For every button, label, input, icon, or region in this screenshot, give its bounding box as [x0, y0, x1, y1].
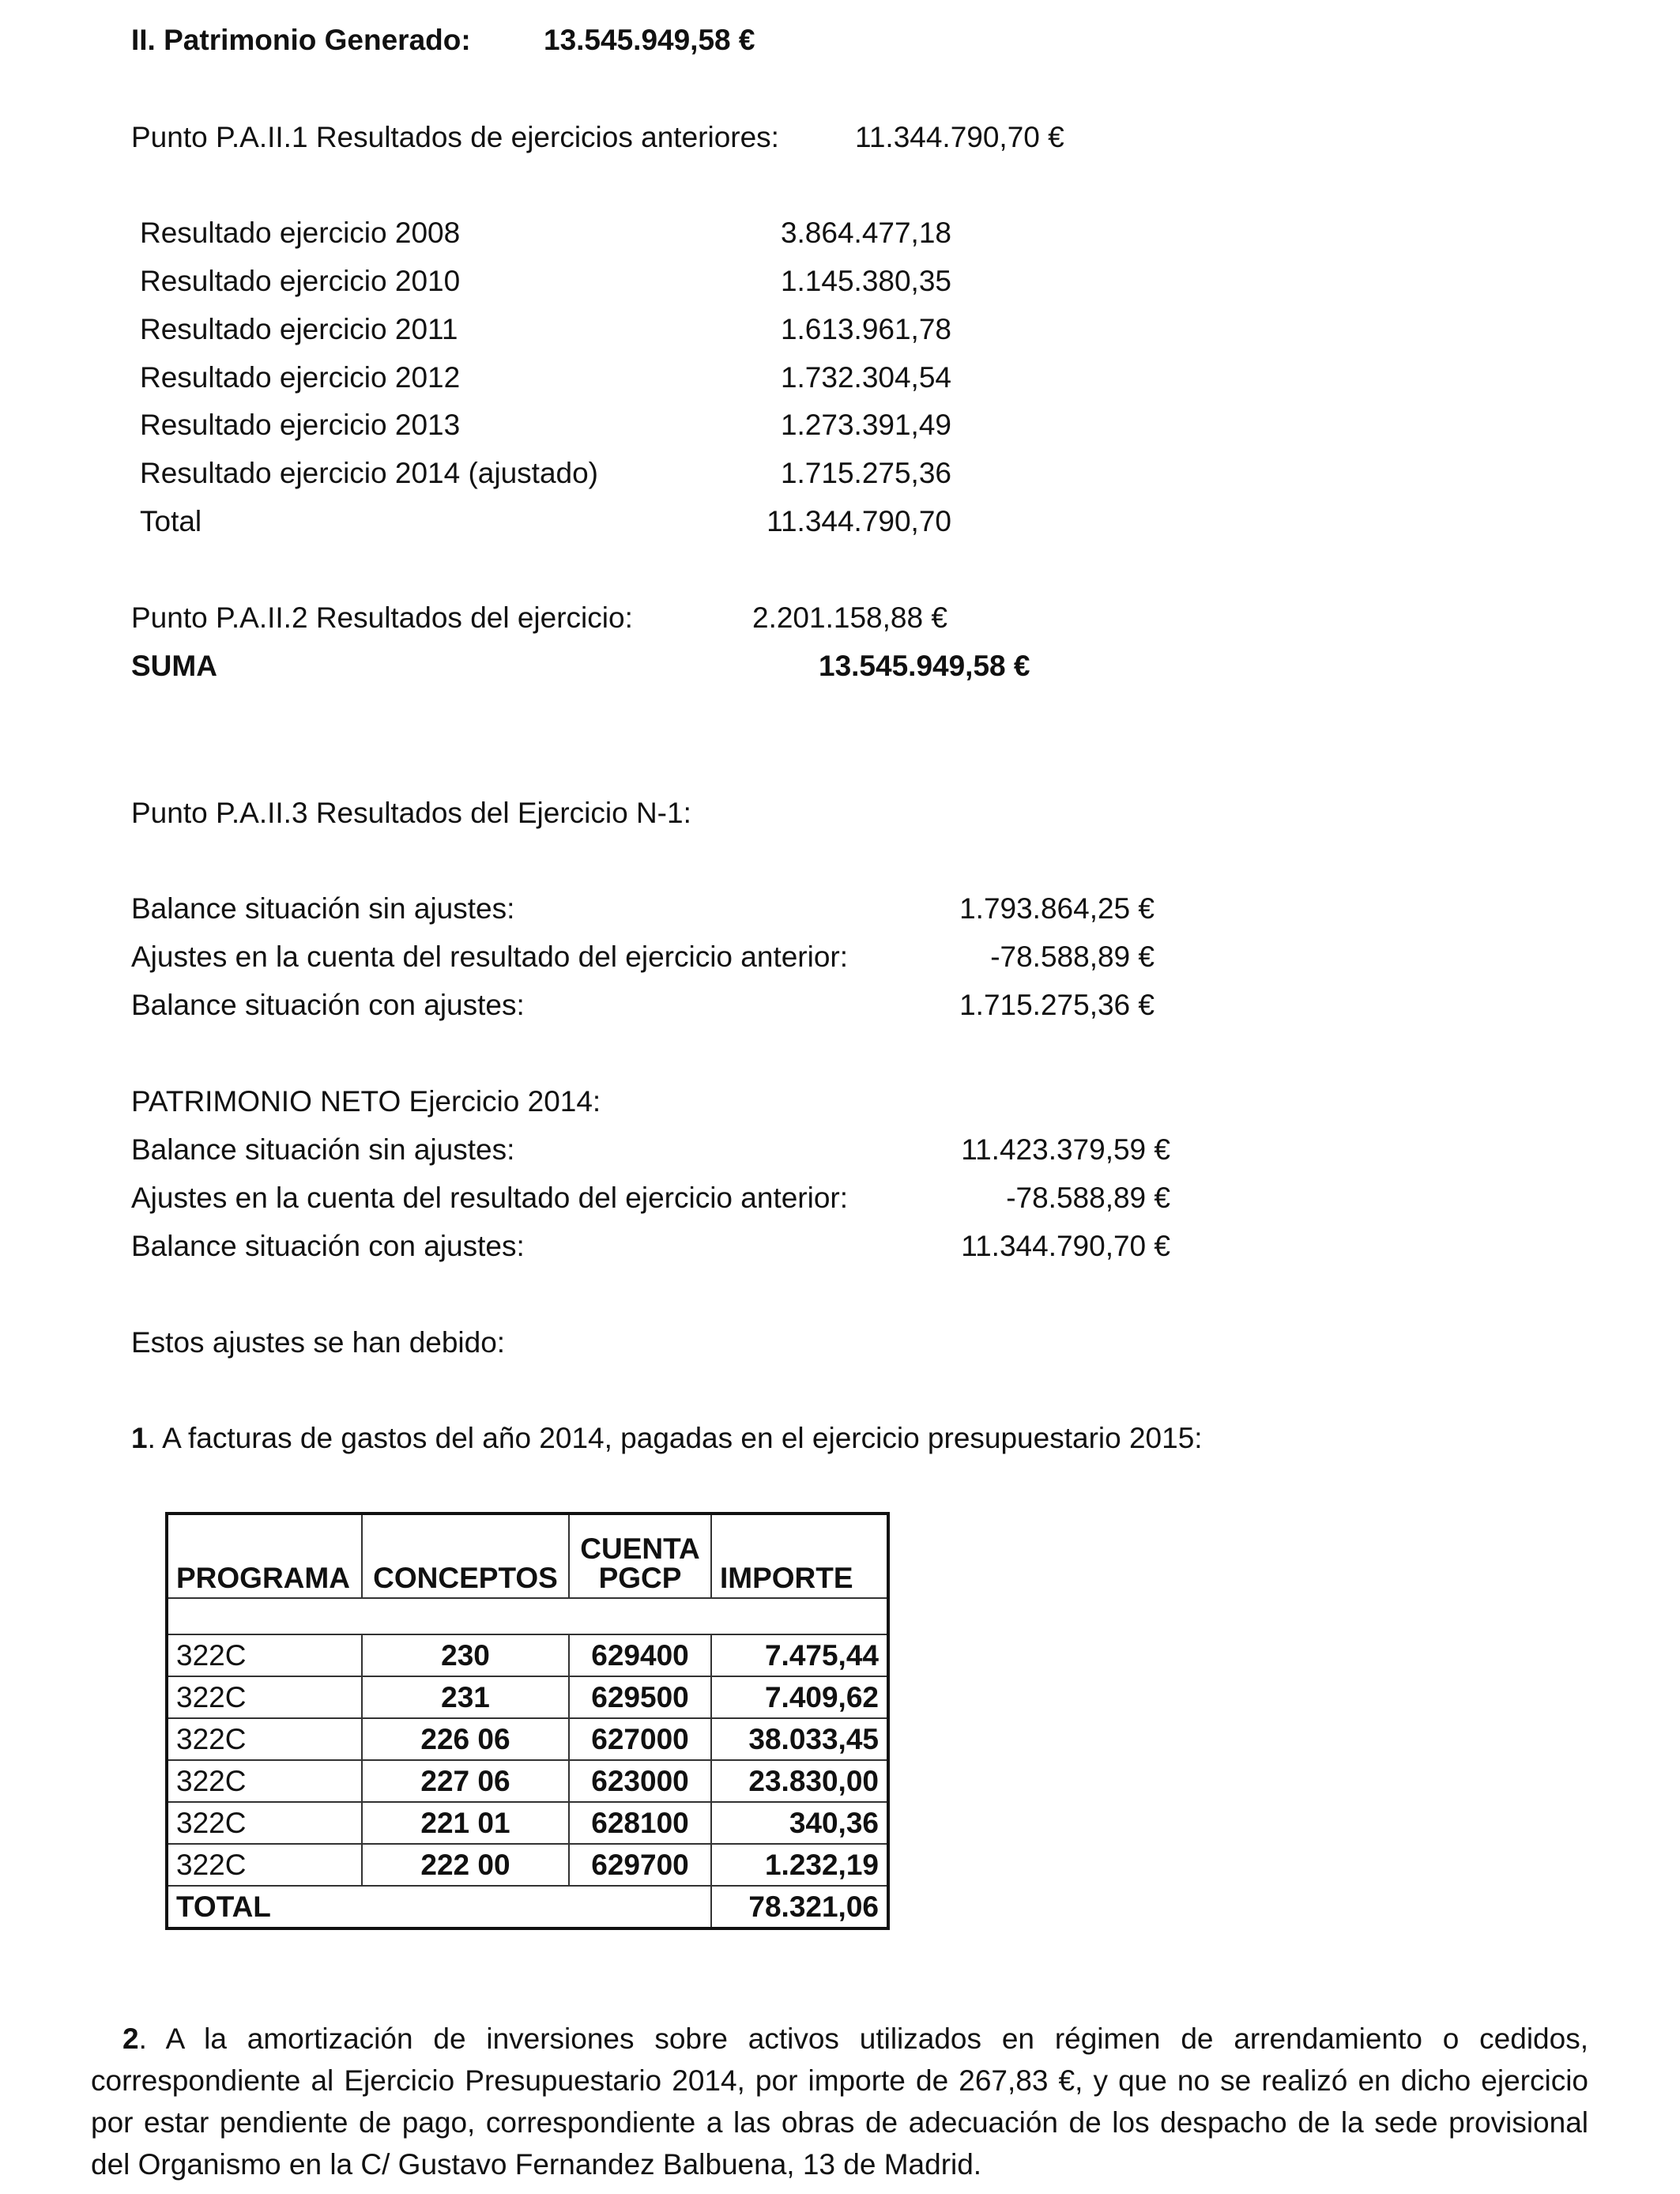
- patrimonio-row-label: Balance situación sin ajustes:: [131, 1133, 515, 1166]
- blank-cell: [167, 1598, 888, 1634]
- result-label: Resultado ejercicio 2012: [140, 361, 461, 394]
- suma-label: SUMA: [131, 650, 217, 682]
- cell-concepto: 231: [362, 1676, 569, 1718]
- item2-body: . A la amortización de inversiones sobre activos utilizados en régimen de arrendamiento o cedidos, correspondiente al Ejercicio Presupuestario 2014, por importe de 267,83 €, y que no se realizó en dicho ejercicio por estar pendiente de pago, correspondiente a las obras de adecuación de los despacho de la sede provisional del Organismo en la C/ Gustavo Fernandez Balbuena, 13 de Madrid.: [91, 2022, 1588, 2181]
- result-value: 1.145.380,35: [780, 265, 951, 297]
- section-title: II. Patrimonio Generado:: [131, 24, 471, 56]
- table-row: [167, 1760, 888, 1802]
- result-label: Resultado ejercicio 2014 (ajustado): [140, 457, 599, 489]
- cell-importe: 1.232,19: [711, 1844, 888, 1886]
- balance-label: Ajustes en la cuenta del resultado del ejercicio anterior:: [131, 941, 849, 973]
- result-total-label: Total: [140, 505, 202, 537]
- punto3-label: Punto P.A.II.3 Resultados del Ejercicio N-1:: [131, 797, 691, 829]
- result-value: 1.613.961,78: [780, 313, 951, 345]
- balance-value: 1.715.275,36 €: [959, 989, 1155, 1021]
- table-blank-row: [167, 1598, 888, 1634]
- cell-cuenta: 627000: [569, 1718, 711, 1760]
- result-total-value: 11.344.790,70: [767, 505, 951, 537]
- balance-value: 1.793.864,25 €: [959, 892, 1155, 925]
- punto1-value: 11.344.790,70 €: [855, 121, 1064, 153]
- balance-label: Balance situación sin ajustes:: [131, 892, 515, 925]
- header-conceptos: CONCEPTOS: [362, 1514, 569, 1598]
- header-importe: IMPORTE: [711, 1514, 888, 1598]
- cell-concepto: 226 06: [362, 1718, 569, 1760]
- header-cuenta: [569, 1514, 711, 1598]
- punto1-label: Punto P.A.II.1 Resultados de ejercicios anteriores:: [131, 121, 779, 153]
- cell-importe: 23.830,00: [711, 1760, 888, 1802]
- cell-concepto: 222 00: [362, 1844, 569, 1886]
- balance-value: -78.588,89 €: [990, 941, 1155, 973]
- cell-importe: 38.033,45: [711, 1718, 888, 1760]
- header-programa: PROGRAMA: [167, 1514, 362, 1598]
- cell-programa: 322C: [167, 1844, 362, 1886]
- result-value: 3.864.477,18: [780, 217, 951, 249]
- total-label: TOTAL: [167, 1886, 711, 1928]
- result-value: 1.273.391,49: [780, 409, 951, 441]
- item1-text: [131, 1423, 1203, 1453]
- total-value: 78.321,06: [711, 1886, 888, 1928]
- table-row: [167, 1802, 888, 1844]
- patrimonio-row-label: Balance situación con ajustes:: [131, 1230, 525, 1262]
- cell-cuenta: 629400: [569, 1634, 711, 1676]
- cell-programa: 322C: [167, 1760, 362, 1802]
- item1-number: 1: [131, 1422, 148, 1454]
- result-value: 1.715.275,36: [780, 457, 951, 489]
- patrimonio-row-value: 11.344.790,70 €: [961, 1230, 1170, 1262]
- cell-cuenta: 629700: [569, 1844, 711, 1886]
- cell-importe: 7.409,62: [711, 1676, 888, 1718]
- cell-importe: 340,36: [711, 1802, 888, 1844]
- table-row: [167, 1718, 888, 1760]
- result-label: Resultado ejercicio 2008: [140, 217, 461, 249]
- item2-paragraph: [91, 2018, 1588, 2185]
- balance-label: Balance situación con ajustes:: [131, 989, 525, 1021]
- cell-concepto: 230: [362, 1634, 569, 1676]
- table-row: [167, 1634, 888, 1676]
- cell-importe: 7.475,44: [711, 1634, 888, 1676]
- punto2-label: Punto P.A.II.2 Resultados del ejercicio:: [131, 601, 633, 634]
- item1-body: . A facturas de gastos del año 2014, pagadas en el ejercicio presupuestario 2015:: [147, 1422, 1203, 1454]
- patrimonio-row-label: Ajustes en la cuenta del resultado del ejercicio anterior:: [131, 1182, 849, 1214]
- patrimonio-row-value: 11.423.379,59 €: [961, 1133, 1170, 1166]
- suma-value: 13.545.949,58 €: [819, 650, 1030, 682]
- section-total: 13.545.949,58 €: [544, 24, 755, 56]
- cell-programa: 322C: [167, 1676, 362, 1718]
- item2-number: 2: [122, 2022, 139, 2055]
- table-row: [167, 1676, 888, 1718]
- table-total-row: [167, 1886, 888, 1928]
- result-value: 1.732.304,54: [780, 361, 951, 394]
- cell-concepto: 221 01: [362, 1802, 569, 1844]
- cell-cuenta: 628100: [569, 1802, 711, 1844]
- cell-programa: 322C: [167, 1634, 362, 1676]
- result-label: Resultado ejercicio 2011: [140, 313, 458, 345]
- cell-programa: 322C: [167, 1802, 362, 1844]
- table-row: [167, 1844, 888, 1886]
- result-label: Resultado ejercicio 2013: [140, 409, 461, 441]
- expenses-table: [165, 1512, 890, 1930]
- result-label: Resultado ejercicio 2010: [140, 265, 461, 297]
- patrimonio-row-value: -78.588,89 €: [1006, 1182, 1170, 1214]
- header-cuenta-line2: PGCP: [598, 1562, 682, 1594]
- header-cuenta-line1: CUENTA: [580, 1532, 700, 1565]
- cell-cuenta: 629500: [569, 1676, 711, 1718]
- cell-concepto: 227 06: [362, 1760, 569, 1802]
- estos-ajustes-text: Estos ajustes se han debido:: [131, 1326, 506, 1359]
- punto2-value: 2.201.158,88 €: [752, 601, 947, 634]
- cell-cuenta: 623000: [569, 1760, 711, 1802]
- patrimonio-label: PATRIMONIO NETO Ejercicio 2014:: [131, 1085, 601, 1118]
- table-header-row: [167, 1514, 888, 1598]
- cell-programa: 322C: [167, 1718, 362, 1760]
